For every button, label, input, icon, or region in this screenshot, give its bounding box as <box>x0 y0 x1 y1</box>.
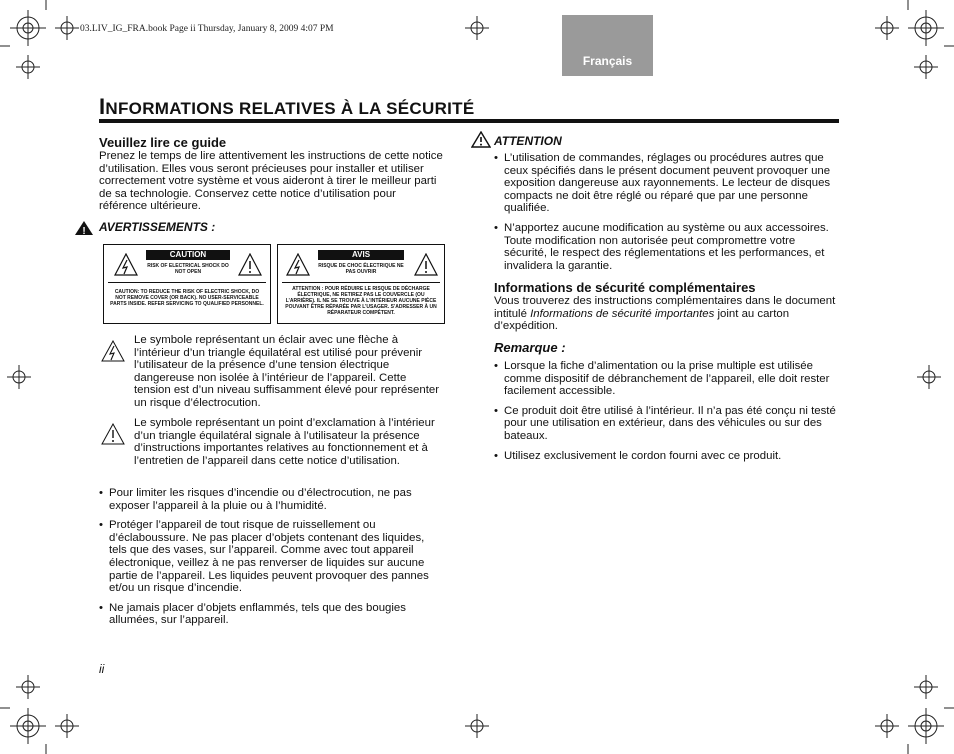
crop-mark-icon <box>875 16 899 40</box>
avis-label-body: ATTENTION : POUR RÉDUIRE LE RISQUE DE DÉCHARGE ÉLECTRIQUE, NE RETIREZ PAS LE COUVERCLE (OU L’ARRIÈRE). IL NE SE TROUVE À L’INTÉRIEUR AUCUNE PIÈCE POUVANT ÊTRE RÉPARÉE PAR L’USAGER. S’ADRESSER À UN RÉPARATEUR COMPÉTENT. <box>285 286 437 316</box>
page-title <box>99 94 475 120</box>
avis-label-head: AVIS <box>318 250 404 260</box>
crop-mark-icon <box>7 365 31 389</box>
extra-info-text-start: Vous trouverez des instructions complémentaires dans le document intitulé <box>494 295 836 320</box>
extra-info-heading: Informations de sécurité complémentaires <box>494 280 756 295</box>
title-capital: I <box>99 94 106 119</box>
crop-mark-icon <box>465 16 489 40</box>
read-guide-text: Prenez le temps de lire attentivement les instructions de cette notice d’utilisation. Elles vous seront précieuses pour installer et utiliser correctement votre système et vous aideront à tirer le meilleur parti de sa technologie. Conservez cette notice d’utilisation pour référence ultérieure. <box>99 150 443 213</box>
crop-mark-icon <box>465 714 489 738</box>
svg-text:!: ! <box>82 226 86 236</box>
warning-triangle-icon <box>471 131 491 154</box>
crop-mark-icon <box>914 675 938 699</box>
warning-triangle-icon <box>74 220 94 241</box>
list-item: • Protéger l’appareil de tout risque de ruissellement ou d’éclaboussure. Ne pas placer d’objets contenant des liquides, tels que des vases, sur l’appareil. Comme avec tout appareil électronique, veillez à ne pas renverser de liquides sur aucune partie de l’appareil. Les liquides peuvent provoquer des pannes et/ou un risque d’incendie. <box>99 519 444 595</box>
list-item: • Ce produit doit être utilisé à l’intérieur. Il n’a pas été conçu ni testé pour une utilisation en extérieur, dans des véhicules ou sur des bateaux. <box>494 405 839 443</box>
crop-mark-icon <box>16 675 40 699</box>
exclamation-triangle-icon <box>238 253 262 277</box>
crop-mark-icon <box>16 55 40 79</box>
crop-mark-icon <box>908 10 944 46</box>
list-item: • L’utilisation de commandes, réglages ou procédures autres que ceux spécifiés dans le présent document peuvent provoquer une exposition dangereuse aux rayonnements. Le lecteur de disques compacts ne doit être réglé ou réparé que par une personne qualifiée. <box>494 152 839 215</box>
extra-info-text <box>494 295 839 333</box>
list-item: • Lorsque la fiche d’alimentation ou la prise multiple est utilisée comme dispositif de débranchement de l’appareil, elle doit rester facilement accessible. <box>494 360 839 398</box>
book-header-note: 03.LIV_IG_FRA.book Page ii Thursday, January 8, 2009 4:07 PM <box>80 24 334 34</box>
extra-info-doc-title: Informations de sécurité importantes <box>530 307 715 320</box>
title-rule <box>99 119 839 123</box>
caution-label-body: CAUTION: TO REDUCE THE RISK OF ELECTRIC SHOCK, DO NOT REMOVE COVER (OR BACK). NO USER-SERVICEABLE PARTS INSIDE. REFER SERVICING TO QUALIFIED PERSONNEL. <box>110 289 264 307</box>
read-guide-heading: Veuillez lire ce guide <box>99 135 227 150</box>
crop-mark-icon <box>55 714 79 738</box>
title-rest: NFORMATIONS RELATIVES À LA SÉCURITÉ <box>105 99 475 118</box>
note-heading: Remarque : <box>494 340 566 355</box>
crop-mark-icon <box>914 55 938 79</box>
read-guide-section <box>99 135 444 213</box>
warnings-heading: AVERTISSEMENTS : <box>99 220 216 234</box>
avis-label-top: RISQUE DE CHOC ÉLECTRIQUE NE PAS OUVRIR <box>318 263 404 275</box>
warning-bullet-list <box>99 487 444 634</box>
lightning-triangle-icon <box>101 340 125 362</box>
crop-mark-icon <box>10 708 46 744</box>
note-bullet-list <box>494 360 839 469</box>
avis-label <box>277 244 445 324</box>
list-item: • Pour limiter les risques d’incendie ou d’électrocution, ne pas exposer l’appareil à la pluie ou à l’humidité. <box>99 487 444 512</box>
lightning-symbol-text: Le symbole représentant un éclair avec une flèche à l’intérieur d’un triangle équilatéral est utilisé pour prévenir l’utilisateur de la présence d’une tension électrique dangereuse non isolée à l’intérieur de l’appareil. Cette tension est d’un niveau suffisamment élevé pour représenter un risque d’électrocution. <box>134 334 439 409</box>
list-item: • Utilisez exclusivement le cordon fourni avec ce produit. <box>494 450 839 463</box>
caution-label <box>103 244 271 324</box>
lightning-triangle-icon <box>286 253 310 277</box>
attention-heading: ATTENTION <box>494 134 562 148</box>
crop-mark-icon <box>55 16 79 40</box>
avis-label-divider <box>282 282 440 283</box>
extra-info-section <box>494 280 839 333</box>
list-item: • N’apportez aucune modification au système ou aux accessoires. Toute modification non autorisée peut compromettre votre sécurité, le respect des réglementations et les performances, et invalidera la garantie. <box>494 222 839 272</box>
list-item: • Ne jamais placer d’objets enflammés, tels que des bougies allumées, sur l’appareil. <box>99 602 444 627</box>
exclamation-symbol-text: Le symbole représentant un point d’exclamation à l’intérieur d’un triangle équilatéral signale à l’utilisateur la présence d’instructions importantes relatives au fonctionnement et à l’entretien de l’appareil dans cette notice d’utilisation. <box>134 417 435 467</box>
crop-mark-icon <box>908 708 944 744</box>
crop-mark-icon <box>10 10 46 46</box>
page-number: ii <box>99 662 105 676</box>
language-tab: Français <box>562 15 653 76</box>
extra-info-text-end: joint au carton d’expédition. <box>494 307 790 333</box>
attention-bullet-list <box>494 152 839 279</box>
lightning-triangle-icon <box>114 253 138 277</box>
caution-label-head: CAUTION <box>146 250 230 260</box>
exclamation-triangle-icon <box>414 253 438 277</box>
caution-label-divider <box>108 282 266 283</box>
crop-mark-icon <box>875 714 899 738</box>
caution-label-top: RISK OF ELECTRICAL SHOCK DO NOT OPEN <box>147 263 229 275</box>
crop-mark-icon <box>917 365 941 389</box>
exclamation-triangle-icon <box>101 423 125 445</box>
